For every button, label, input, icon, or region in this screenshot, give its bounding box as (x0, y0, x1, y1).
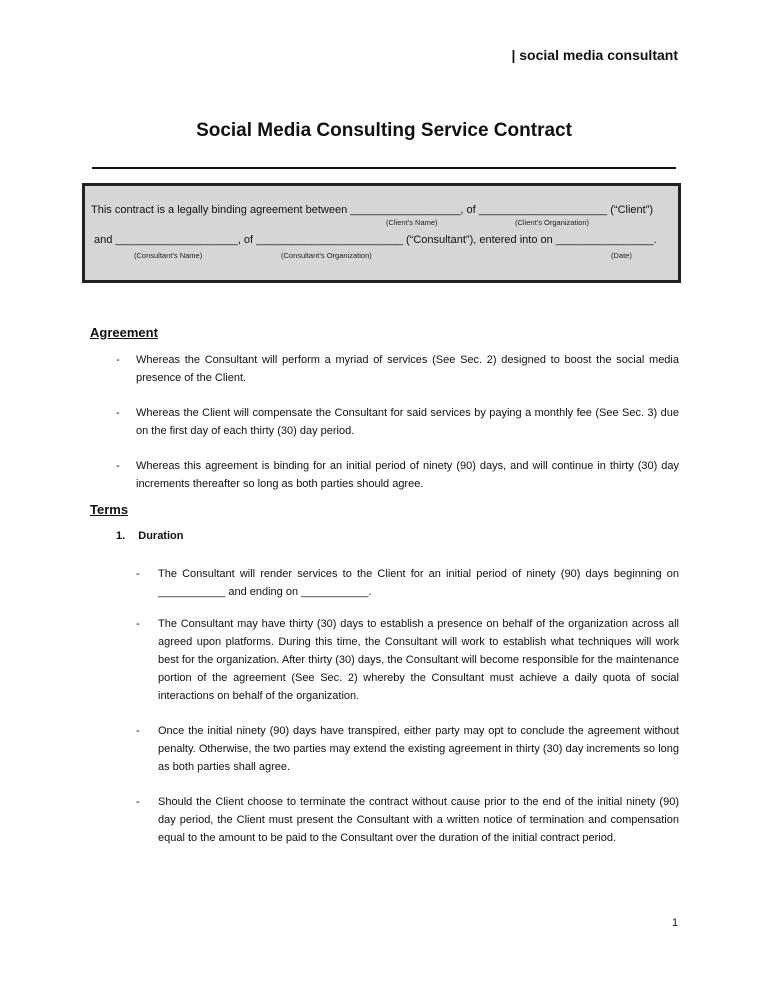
bullet-dash: - (136, 568, 140, 580)
agreement-heading: Agreement (90, 325, 158, 340)
section-title: Duration (138, 530, 184, 542)
date-caption: (Date) (611, 251, 632, 260)
list-item (136, 722, 679, 780)
bullet-dash: - (136, 725, 140, 737)
list-item (136, 565, 679, 605)
bullet-dash: - (116, 354, 120, 366)
bullet-dash: - (136, 796, 140, 808)
agreement-item-text: Whereas this agreement is binding for an initial period of ninety (90) days, and will continue in thirty (30) day increments thereafter so long as both parties should agree. (136, 460, 679, 490)
list-item (136, 793, 679, 869)
agreement-item-text: Whereas the Consultant will perform a myriad of services (See Sec. 2) designed to boost the social media presence of the Client. (136, 354, 679, 384)
client-name-caption: (Client’s Name) (386, 218, 438, 227)
bullet-dash: - (116, 407, 120, 419)
section-heading-duration (116, 530, 183, 542)
parties-line-2: and ____________________, of ________________________ (“Consultant”), entered into on ________________. (94, 234, 657, 246)
duration-item-text: The Consultant will render services to the Client for an initial period of ninety (90) days beginning on ___________ and ending on ___________. (158, 568, 679, 598)
page-number: 1 (672, 917, 679, 929)
duration-item-text: The Consultant may have thirty (30) days to establish a presence on behalf of the organization across all agreed upon platforms. During this time, the Consultant will work to establish what techniques will work best for the organization. After thirty (30) days, the Consultant will become responsible for the maintenance portion of the agreement (See Sec. 2) whereby the Consultant must achieve a daily quota of social interactions on behalf of the organization. (158, 618, 679, 702)
terms-heading: Terms (90, 502, 129, 517)
agreement-item-text: Whereas the Client will compensate the Consultant for said services by paying a monthly fee (See Sec. 3) due on the first day of each thirty (30) day period. (136, 407, 679, 437)
section-number: 1. (116, 530, 126, 542)
list-item (116, 404, 679, 444)
title-underline (92, 167, 676, 169)
parties-line-1: This contract is a legally binding agreement between __________________, of _____________________ (“Client”) (91, 204, 654, 216)
list-item (116, 457, 679, 497)
contract-parties-box (82, 183, 681, 283)
duration-item-text: Once the initial ninety (90) days have transpired, either party may opt to conclude the agreement without penalty. Otherwise, the two parties may extend the existing agreement in thirty (30) day increments so long as both parties shall agree. (158, 725, 679, 773)
bullet-dash: - (116, 460, 120, 472)
consultant-organization-caption: (Consultant’s Organization) (281, 251, 372, 260)
client-organization-caption: (Client’s Organization) (515, 218, 590, 227)
duration-item-text: Should the Client choose to terminate the contract without cause prior to the end of the initial ninety (90) day period, the Client must present the Consultant with a written notice of termination and compensation equal to the amount to be paid to the Consultant over the duration of the initial contract period. (158, 796, 679, 844)
list-item (136, 615, 679, 709)
document-title: Social Media Consulting Service Contract (196, 120, 572, 141)
header-tag: | social media consultant (511, 47, 678, 63)
consultant-name-caption: (Consultant’s Name) (134, 251, 203, 260)
list-item (116, 351, 679, 391)
bullet-dash: - (136, 618, 140, 630)
